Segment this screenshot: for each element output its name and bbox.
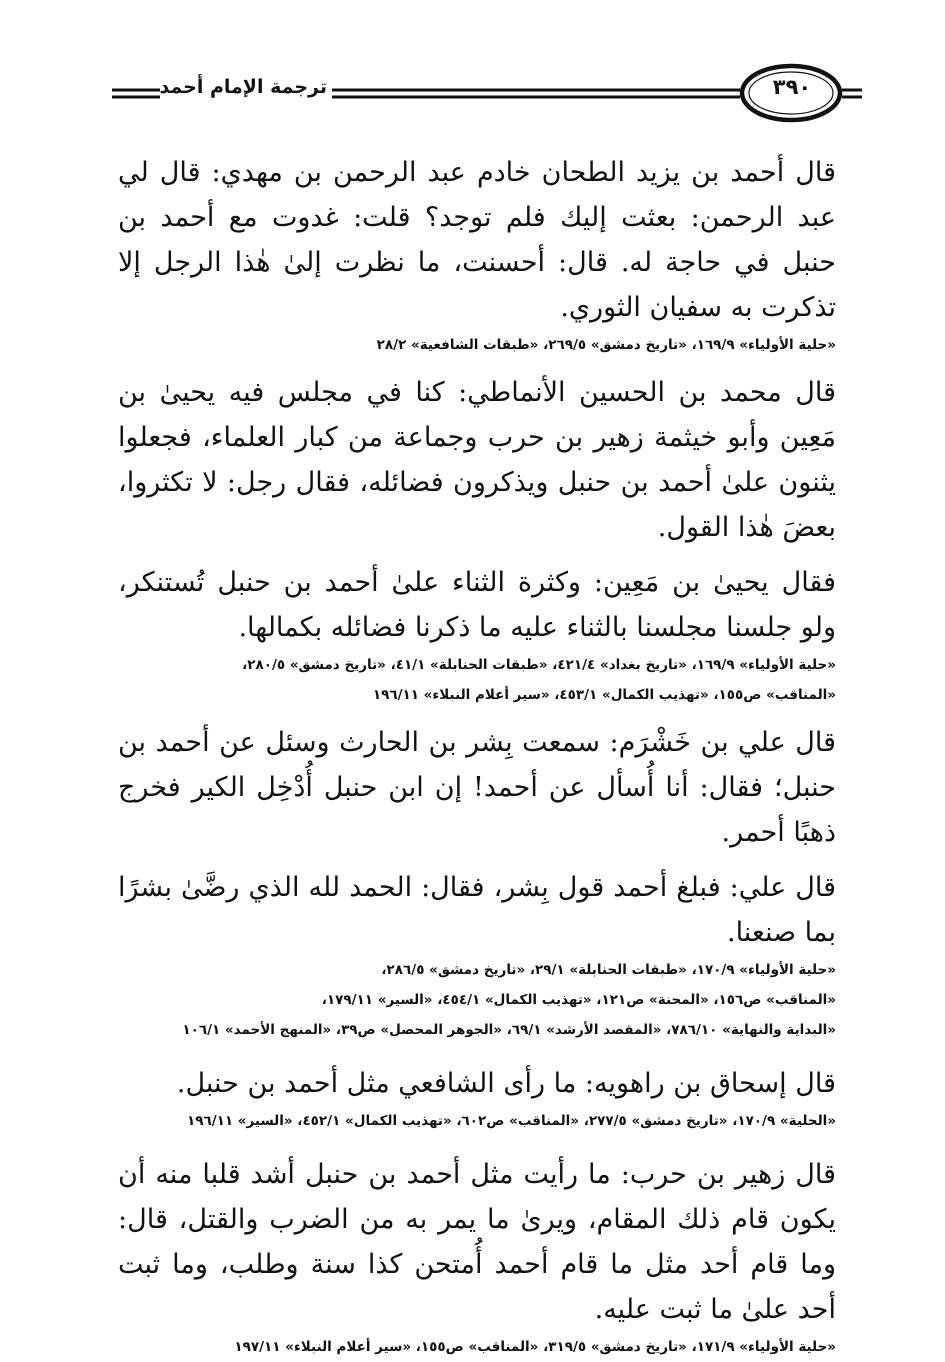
source-citation: «حلية الأولياء» ١٧١/٩، «تاريخ دمشق» ٣١٩/٥، «المناقب» ص١٥٥، «سير أعلام النبلاء» ١٩٧/١١ xyxy=(234,1339,836,1355)
entry-text-continued: قال علي: فبلغ أحمد قول بِشر، فقال: الحمد لله الذي رضَّىٰ بشرًا بما صنعنا. xyxy=(118,872,836,948)
entry-text: قال علي بن خَشْرَم: سمعت بِشر بن الحارث وسئل عن أحمد بن حنبل؛ فقال: أنا أُسأل عن أحمد! إن ابن حنبل أُدْخِل الكير فخرج ذهبًا أحمر. xyxy=(118,727,836,848)
entry-text: قال محمد بن الحسين الأنماطي: كنا في مجلس فيه يحيىٰ بن مَعِين وأبو خيثمة زهير بن حرب وجماعة من كبار العلماء، فجعلوا يثنون علىٰ أحمد بن حنبل ويذكرون فضائله، فقال رجل: لا تكثروا، بعضَ هٰذا القول. xyxy=(118,377,836,543)
page-header xyxy=(0,60,945,140)
header-ornament xyxy=(0,60,945,140)
page-number: ٣٩٠ xyxy=(772,75,812,99)
running-title: ترجمة الإمام أحمد xyxy=(159,76,327,98)
source-citation: «حلية الأولياء» ١٦٩/٩، «تاريخ بغداد» ٤٢١/٤، «طبقات الحنابلة» ٤١/١، «تاريخ دمشق» ٢٨٠/٥، xyxy=(242,657,836,673)
source-citation: «حلية الأولياء» ١٧٠/٩، «طبقات الحنابلة» ٢٩/١، «تاريخ دمشق» ٢٨٦/٥، xyxy=(381,962,836,978)
source-citation: «الحلية» ١٧٠/٩، «تاريخ دمشق» ٢٧٧/٥، «المناقب» ص٦٠٢، «تهذيب الكمال» ٤٥٢/١، «السير» ١٩٦/١١ xyxy=(186,1113,836,1129)
page-content xyxy=(118,150,836,1362)
entry-text: قال زهير بن حرب: ما رأيت مثل أحمد بن حنبل أشد قلبا منه أن يكون قام ذلك المقام، ويرىٰ ما يمر به من الضرب والقتل، قال: وما قام أحد مثل ما قام أحمد أُمتحن كذا سنة وطلب، وما ثبت أحد علىٰ ما ثبت عليه. xyxy=(118,1159,836,1325)
source-citation: «المناقب» ص١٥٥، «تهذيب الكمال» ٤٥٣/١، «سير أعلام النبلاء» ١٩٦/١١ xyxy=(372,687,836,703)
entry-text-continued: فقال يحيىٰ بن مَعِين: وكثرة الثناء علىٰ أحمد بن حنبل تُستنكر، ولو جلسنا مجلسنا بالثناء عليه ما ذكرنا فضائله بكمالها. xyxy=(118,567,836,643)
source-citation: «المناقب» ص١٥٦، «المحنة» ص١٢١، «تهذيب الكمال» ٤٥٤/١، «السير» ١٧٩/١١، xyxy=(321,992,836,1008)
entry-text: قال أحمد بن يزيد الطحان خادم عبد الرحمن بن مهدي: قال لي عبد الرحمن: بعثت إليك فلم توجد؟ قلت: غدوت مع أحمد بن حنبل في حاجة له. قال: أحسنت، ما نظرت إلىٰ هٰذا الرجل إلا تذكرت به سفيان الثوري. xyxy=(118,157,836,323)
entry-text: قال إسحاق بن راهويه: ما رأى الشافعي مثل أحمد بن حنبل. xyxy=(176,1068,836,1099)
source-citation: «حلية الأولياء» ١٦٩/٩، «تاريخ دمشق» ٢٦٩/٥، «طبقات الشافعية» ٢٨/٢ xyxy=(376,337,836,353)
source-citation: «البداية والنهاية» ٧٨٦/١٠، «المقصد الأرشد» ٦٩/١، «الجوهر المحصل» ص٣٩، «المنهج الأحمد» ١٠٦/١ xyxy=(182,1022,836,1038)
